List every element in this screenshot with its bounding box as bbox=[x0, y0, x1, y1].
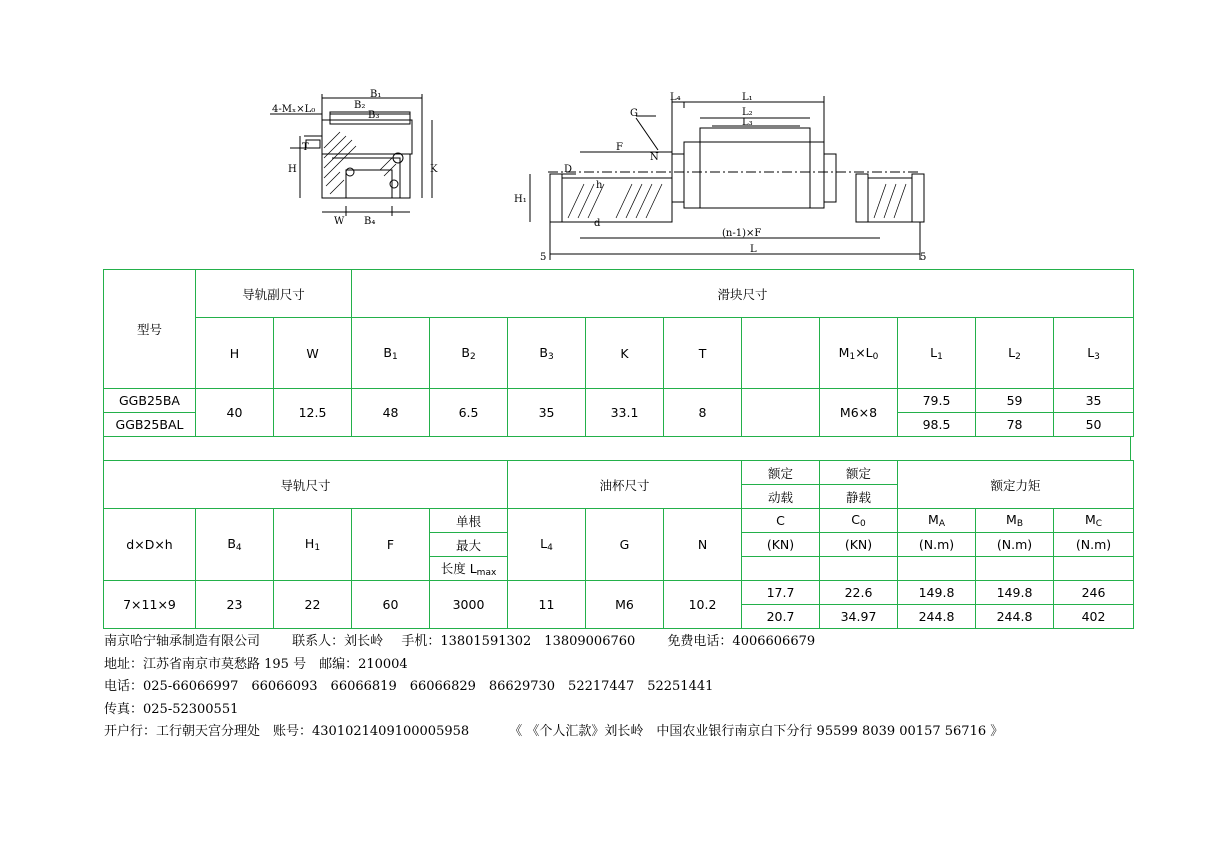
dim-l2: L₂ bbox=[742, 107, 753, 118]
table-spacer bbox=[103, 436, 1131, 460]
rail-spec-table bbox=[103, 460, 1134, 629]
col-n: N bbox=[664, 509, 742, 581]
company-info bbox=[104, 631, 1003, 744]
col-l2: $L_2$ bbox=[976, 318, 1054, 389]
h-value: 40 bbox=[196, 389, 274, 437]
free-phone: 免费电话：4006606679 bbox=[667, 634, 816, 649]
unit-ma: (N.m) bbox=[898, 533, 976, 557]
oilcup-header: 油杯尺寸 bbox=[508, 461, 742, 509]
col-dDh: d×D×h bbox=[104, 509, 196, 581]
g-value: M6 bbox=[586, 581, 664, 629]
col-g: G bbox=[586, 509, 664, 581]
col-k: K bbox=[586, 318, 664, 389]
col-mc: $M_C$ bbox=[1054, 509, 1134, 533]
col-l3: $L_3$ bbox=[1054, 318, 1134, 389]
fax-line: 传真：025-52300551 bbox=[104, 701, 239, 717]
l3-value: 35 bbox=[1054, 389, 1134, 413]
col-blank bbox=[742, 318, 820, 389]
col-f: F bbox=[352, 509, 430, 581]
col-m1-l0: $M_1\times L_0$ bbox=[820, 318, 898, 389]
c-value: 17.7 bbox=[742, 581, 820, 605]
col-w: W bbox=[274, 318, 352, 389]
dim-l4: L₄ bbox=[670, 92, 681, 103]
col-b1: $B_1$ bbox=[352, 318, 430, 389]
h1-value: 22 bbox=[274, 581, 352, 629]
dim-mount-holes: 4-Mₓ×L₀ bbox=[272, 104, 316, 115]
dim-k: K bbox=[430, 164, 438, 175]
n-value: 10.2 bbox=[664, 581, 742, 629]
rail-header: 导轨尺寸 bbox=[104, 461, 508, 509]
col-c0: $C_0$ bbox=[820, 509, 898, 533]
dim-l3: L₃ bbox=[742, 117, 753, 128]
k-value: 33.1 bbox=[586, 389, 664, 437]
dim-w: W bbox=[334, 216, 345, 227]
company-name: 南京哈宁轴承制造有限公司 bbox=[104, 634, 261, 649]
dim-b4: B₄ bbox=[364, 216, 376, 227]
rated-static-header: 额定 bbox=[820, 461, 898, 485]
b3-value: 35 bbox=[508, 389, 586, 437]
dim-f: F bbox=[616, 142, 623, 153]
lmax-line3: 长度 $L_{max}$ bbox=[430, 557, 508, 581]
dim-b3: B₃ bbox=[368, 110, 380, 121]
static-load-label: 静载 bbox=[820, 485, 898, 509]
model-header: 型号 bbox=[104, 270, 196, 389]
t-value: 8 bbox=[664, 389, 742, 437]
b1-value: 48 bbox=[352, 389, 430, 437]
dim-h-small: h bbox=[596, 180, 603, 191]
phone-line: 电话：025-66066997 66066093 66066819 66066829 86629730 52217447 52251441 bbox=[104, 679, 714, 694]
lmax-value: 3000 bbox=[430, 581, 508, 629]
address-line: 地址：江苏省南京市莫愁路 195 号 邮编：210004 bbox=[104, 656, 408, 672]
dim-h: H bbox=[288, 164, 297, 175]
unit-c0: (KN) bbox=[820, 533, 898, 557]
contact-person: 联系人：刘长岭 bbox=[292, 634, 384, 649]
l1-value: 98.5 bbox=[898, 413, 976, 437]
col-l4: $L_4$ bbox=[508, 509, 586, 581]
bank-account: 开户行：工行朝天宫分理处 账号：4301021409100005958 bbox=[104, 724, 470, 739]
col-t: T bbox=[664, 318, 742, 389]
rated-moment-header: 额定力矩 bbox=[898, 461, 1134, 509]
b4-value: 23 bbox=[196, 581, 274, 629]
col-b3: $B_3$ bbox=[508, 318, 586, 389]
slider-header: 滑块尺寸 bbox=[352, 270, 1134, 318]
col-b2: $B_2$ bbox=[430, 318, 508, 389]
col-h: H bbox=[196, 318, 274, 389]
dim-d-upper: D bbox=[564, 164, 573, 175]
dim-b2: B₂ bbox=[354, 100, 366, 111]
lmax-line2: 最大 bbox=[430, 533, 508, 557]
dim-h1: H₁ bbox=[514, 194, 527, 205]
model-cell: GGB25BA bbox=[104, 389, 196, 413]
dim-five-right: 5 bbox=[920, 252, 927, 263]
table-row bbox=[104, 581, 1134, 605]
ma-value: 244.8 bbox=[898, 605, 976, 629]
dDh-value: 7×11×9 bbox=[104, 581, 196, 629]
col-b4: $B_4$ bbox=[196, 509, 274, 581]
dim-n-minus-1-f: (n-1)×F bbox=[722, 228, 762, 239]
l4-value: 11 bbox=[508, 581, 586, 629]
col-h1: $H_1$ bbox=[274, 509, 352, 581]
f-value: 60 bbox=[352, 581, 430, 629]
technical-drawing bbox=[260, 88, 940, 268]
mc-value: 246 bbox=[1054, 581, 1134, 605]
c0-value: 34.97 bbox=[820, 605, 898, 629]
unit-mc: (N.m) bbox=[1054, 533, 1134, 557]
dim-n: N bbox=[650, 152, 659, 163]
l2-value: 78 bbox=[976, 413, 1054, 437]
unit-mb: (N.m) bbox=[976, 533, 1054, 557]
dim-five-left: 5 bbox=[540, 252, 547, 263]
contact-line bbox=[104, 631, 1003, 654]
w-value: 12.5 bbox=[274, 389, 352, 437]
personal-remittance: 《 《个人汇款》刘长岭 中国农业银行南京白下分行 95599 8039 00157 56716 》 bbox=[509, 724, 1004, 739]
rated-dynamic-header: 额定 bbox=[742, 461, 820, 485]
dim-l1: L₁ bbox=[742, 92, 753, 103]
mb-value: 149.8 bbox=[976, 581, 1054, 605]
l2-value: 59 bbox=[976, 389, 1054, 413]
rail-pair-header: 导轨副尺寸 bbox=[196, 270, 352, 318]
ma-value: 149.8 bbox=[898, 581, 976, 605]
dim-l: L bbox=[750, 244, 757, 255]
c0-value: 22.6 bbox=[820, 581, 898, 605]
lmax-line1: 单根 bbox=[430, 509, 508, 533]
m-value: M6×8 bbox=[820, 389, 898, 437]
bank-line bbox=[104, 721, 1003, 744]
model-cell: GGB25BAL bbox=[104, 413, 196, 437]
dim-b1: B₁ bbox=[370, 89, 382, 100]
b2-value: 6.5 bbox=[430, 389, 508, 437]
dim-g: G bbox=[630, 108, 638, 119]
col-c: C bbox=[742, 509, 820, 533]
mc-value: 402 bbox=[1054, 605, 1134, 629]
mb-value: 244.8 bbox=[976, 605, 1054, 629]
dim-t: T bbox=[302, 142, 309, 153]
blank-value bbox=[742, 389, 820, 437]
l3-value: 50 bbox=[1054, 413, 1134, 437]
dim-d-lower: d bbox=[594, 218, 601, 229]
col-l1: $L_1$ bbox=[898, 318, 976, 389]
unit-c: (KN) bbox=[742, 533, 820, 557]
c-value: 20.7 bbox=[742, 605, 820, 629]
mobile-numbers: 手机：13801591302 13809006760 bbox=[401, 634, 636, 649]
dynamic-load-label: 动载 bbox=[742, 485, 820, 509]
col-mb: $M_B$ bbox=[976, 509, 1054, 533]
col-ma: $M_A$ bbox=[898, 509, 976, 533]
slider-spec-table bbox=[103, 269, 1134, 437]
table-row bbox=[104, 389, 1134, 413]
l1-value: 79.5 bbox=[898, 389, 976, 413]
